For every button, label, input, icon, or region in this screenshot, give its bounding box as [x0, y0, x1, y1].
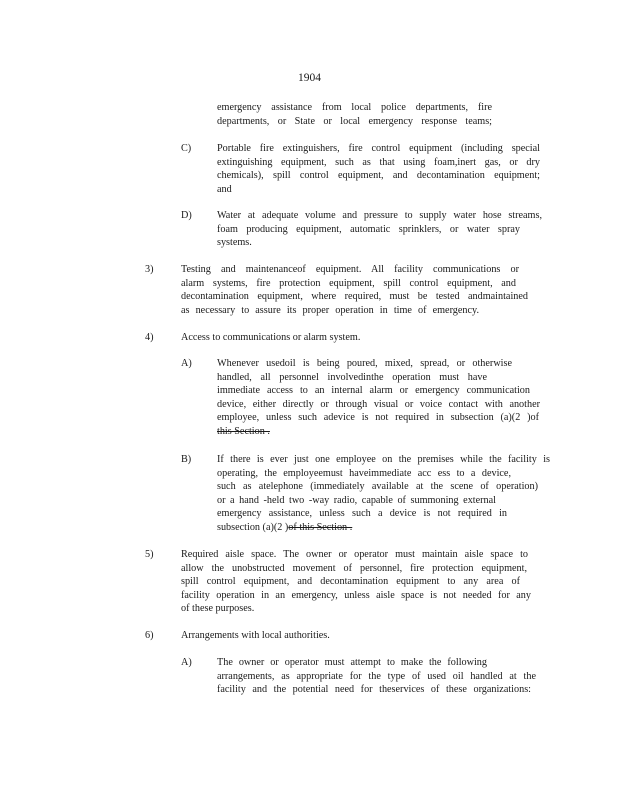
- item-5-line: Required aisle space. The owner or operator must maintain aisle space to: [181, 549, 528, 560]
- intro-paragraph: [217, 101, 492, 128]
- item-4a-line: Whenever usedoil is being poured, mixed, spread, or otherwise: [217, 358, 512, 369]
- item-6a-line: arrangements, as appropriate for the type of used oil handled at the: [217, 670, 536, 682]
- item-4b-last-line-prefix: subsection (a)(2 ): [217, 521, 289, 533]
- item-4a-line: employee, unless such adevice is not required in subsection (a)(2 )of: [217, 412, 539, 424]
- item-5-label: 5): [145, 549, 154, 560]
- item-4b-line: If there is ever just one employee on the premises while the facility is: [217, 454, 550, 465]
- item-6a-text: [217, 656, 537, 697]
- item-d-line: systems.: [217, 237, 252, 249]
- item-4b-line: such as atelephone (immediately available at the scene of operation): [217, 481, 538, 493]
- item-3-line: decontamination equipment, where required, must be tested andmaintained: [181, 291, 528, 303]
- item-5-line: spill control equipment, and decontamination equipment to any area of: [181, 576, 520, 588]
- item-c-line: extinguishing equipment, such as that using foam,inert gas, or dry: [217, 156, 540, 168]
- item-6-text: [181, 629, 381, 643]
- item-c-line: chemicals), spill control equipment, and decontamination equipment;: [217, 170, 540, 182]
- item-6-label: 6): [145, 630, 154, 641]
- item-4-text: [181, 331, 381, 345]
- item-d-line: foam producing equipment, automatic sprinklers, or water spray: [217, 223, 520, 235]
- item-3-text: [181, 263, 528, 317]
- item-c-line: and: [217, 183, 232, 195]
- item-c-text: [217, 142, 540, 196]
- item-4-line: Access to communications or alarm system.: [181, 332, 361, 343]
- item-6a-label: A): [181, 657, 192, 668]
- item-6a-line: The owner or operator must attempt to make the following: [217, 657, 487, 668]
- item-4b-struck-text: of this Section .: [288, 521, 353, 533]
- page-number: 1904: [298, 72, 321, 84]
- item-5-line: facility operation in an emergency, unless aisle space is not needed for any: [181, 589, 531, 601]
- item-4b-last-line: [217, 521, 550, 535]
- item-4b-text: [217, 453, 550, 535]
- item-5-text: [181, 548, 531, 616]
- item-4a-line: handled, all personnel involvedinthe operation must have: [217, 371, 487, 383]
- item-3-line: as necessary to assure its proper operation in time of emergency.: [181, 304, 479, 316]
- item-4a-line: immediate access to an internal alarm or emergency communication: [217, 385, 530, 397]
- intro-line: emergency assistance from local police departments, fire: [217, 102, 492, 113]
- item-3-line: alarm systems, fire protection equipment, spill control equipment, and: [181, 277, 516, 289]
- item-6-line: Arrangements with local authorities.: [181, 630, 330, 641]
- item-3-label: 3): [145, 264, 154, 275]
- item-6a-line: facility and the potential need for theservices of these organizations:: [217, 684, 531, 696]
- intro-line: departments, or State or local emergency response teams;: [217, 115, 492, 127]
- item-d-line: Water at adequate volume and pressure to supply water hose streams,: [217, 210, 542, 221]
- item-c-line: Portable fire extinguishers, fire control equipment (including special: [217, 143, 540, 154]
- item-4b-line: emergency assistance, unless such a device is not required in: [217, 508, 507, 520]
- item-3-line: Testing and maintenanceof equipment. All facility communications or: [181, 264, 519, 275]
- item-4a-line: device, either directly or through visual or voice contact with another: [217, 398, 540, 410]
- item-c-label: C): [181, 143, 192, 154]
- item-4b-line: operating, the employeemust haveimmediate acc ess to a device,: [217, 467, 511, 479]
- item-4-label: 4): [145, 332, 154, 343]
- item-4a-label: A): [181, 358, 192, 369]
- item-d-label: D): [181, 210, 192, 221]
- item-5-line: allow the unobstructed movement of personnel, fire protection equipment,: [181, 562, 527, 574]
- item-4a-struck-text: this Section .: [217, 425, 270, 437]
- item-d-text: [217, 209, 542, 250]
- item-4b-line: or a hand -held two -way radio, capable of summoning external: [217, 494, 496, 506]
- item-4a-text: [217, 357, 539, 439]
- item-5-line: of these purposes.: [181, 603, 255, 615]
- item-4b-label: B): [181, 454, 192, 465]
